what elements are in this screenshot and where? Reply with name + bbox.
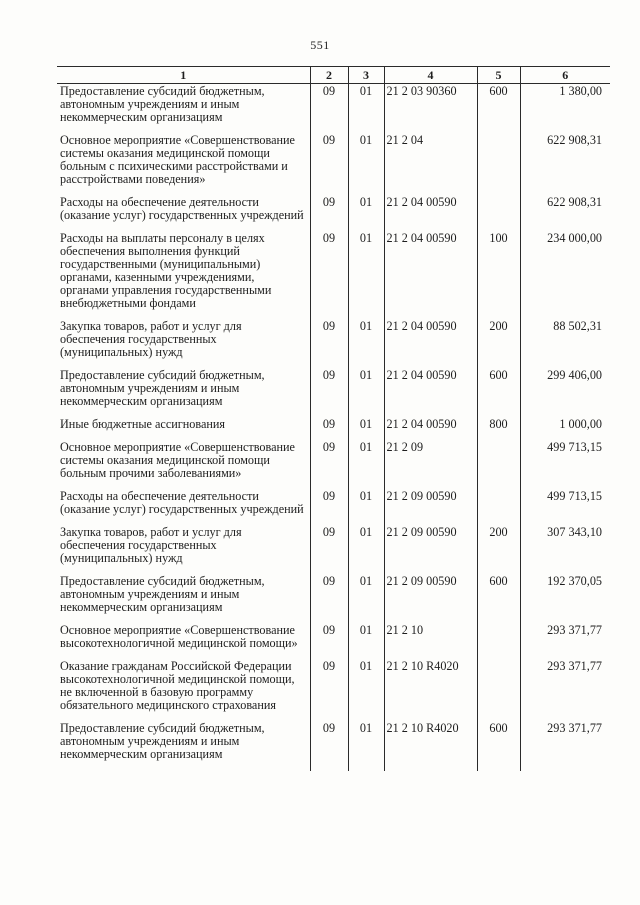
row-subsection-code: 01: [348, 441, 384, 490]
row-target-article: 21 2 03 90360: [384, 84, 477, 135]
row-subsection-code: 01: [348, 418, 384, 441]
row-subsection-code: 01: [348, 369, 384, 418]
row-expense-type: [477, 441, 520, 490]
table-row: [57, 320, 610, 369]
row-description: Основное мероприятие «Совершенствование высокотехнологичной медицинской помощи»: [57, 624, 310, 660]
row-description: Оказание гражданам Российской Федерации высокотехнологичной медицинской помощи, не включенной в базовую программу обязательного медицинского страхования: [57, 660, 310, 722]
row-section-code: 09: [310, 624, 348, 660]
row-expense-type: 600: [477, 369, 520, 418]
row-section-code: 09: [310, 441, 348, 490]
row-description: Основное мероприятие «Совершенствование системы оказания медицинской помощи больным с психическими расстройствами и расстройствами поведения»: [57, 134, 310, 196]
row-description: Расходы на обеспечение деятельности (оказание услуг) государственных учреждений: [57, 490, 310, 526]
row-subsection-code: 01: [348, 624, 384, 660]
row-amount: 192 370,05: [520, 575, 610, 624]
row-description: Закупка товаров, работ и услуг для обеспечения государственных (муниципальных) нужд: [57, 526, 310, 575]
row-target-article: 21 2 10 R4020: [384, 660, 477, 722]
row-section-code: 09: [310, 84, 348, 135]
row-subsection-code: 01: [348, 232, 384, 320]
header-col-5: 5: [477, 67, 520, 84]
table-row: [57, 624, 610, 660]
row-target-article: 21 2 04 00590: [384, 418, 477, 441]
row-target-article: 21 2 09: [384, 441, 477, 490]
table-row: [57, 418, 610, 441]
row-description: Предоставление субсидий бюджетным, автономным учреждениям и иным некоммерческим организациям: [57, 722, 310, 771]
row-description: Расходы на обеспечение деятельности (оказание услуг) государственных учреждений: [57, 196, 310, 232]
row-expense-type: 800: [477, 418, 520, 441]
row-expense-type: [477, 196, 520, 232]
row-amount: 299 406,00: [520, 369, 610, 418]
table-row: [57, 660, 610, 722]
header-row: [57, 67, 610, 84]
row-description: Закупка товаров, работ и услуг для обеспечения государственных (муниципальных) нужд: [57, 320, 310, 369]
row-section-code: 09: [310, 369, 348, 418]
row-subsection-code: 01: [348, 196, 384, 232]
row-description: Основное мероприятие «Совершенствование системы оказания медицинской помощи больным прочими заболеваниями»: [57, 441, 310, 490]
table-row: [57, 84, 610, 135]
row-section-code: 09: [310, 232, 348, 320]
budget-table: [57, 66, 610, 771]
row-section-code: 09: [310, 134, 348, 196]
table-row: [57, 575, 610, 624]
row-amount: 307 343,10: [520, 526, 610, 575]
row-amount: 293 371,77: [520, 660, 610, 722]
header-col-3: 3: [348, 67, 384, 84]
row-expense-type: 600: [477, 84, 520, 135]
row-expense-type: 200: [477, 526, 520, 575]
row-section-code: 09: [310, 418, 348, 441]
row-amount: 622 908,31: [520, 196, 610, 232]
header-col-2: 2: [310, 67, 348, 84]
row-section-code: 09: [310, 722, 348, 771]
row-target-article: 21 2 09 00590: [384, 490, 477, 526]
row-expense-type: 600: [477, 575, 520, 624]
row-subsection-code: 01: [348, 84, 384, 135]
row-target-article: 21 2 10 R4020: [384, 722, 477, 771]
row-subsection-code: 01: [348, 526, 384, 575]
row-amount: 293 371,77: [520, 624, 610, 660]
table-row: [57, 232, 610, 320]
row-description: Предоставление субсидий бюджетным, автономным учреждениям и иным некоммерческим организациям: [57, 369, 310, 418]
row-description: Предоставление субсидий бюджетным, автономным учреждениям и иным некоммерческим организациям: [57, 84, 310, 135]
row-amount: 293 371,77: [520, 722, 610, 771]
row-expense-type: 200: [477, 320, 520, 369]
row-expense-type: [477, 134, 520, 196]
table-row: [57, 441, 610, 490]
page-number: 551: [310, 38, 330, 52]
row-amount: 88 502,31: [520, 320, 610, 369]
header-col-6: 6: [520, 67, 610, 84]
row-section-code: 09: [310, 196, 348, 232]
table-row: [57, 134, 610, 196]
header-col-4: 4: [384, 67, 477, 84]
row-subsection-code: 01: [348, 134, 384, 196]
row-amount: 1 380,00: [520, 84, 610, 135]
row-target-article: 21 2 09 00590: [384, 526, 477, 575]
row-amount: 234 000,00: [520, 232, 610, 320]
row-subsection-code: 01: [348, 660, 384, 722]
row-description: Предоставление субсидий бюджетным, автономным учреждениям и иным некоммерческим организациям: [57, 575, 310, 624]
row-section-code: 09: [310, 526, 348, 575]
table-row: [57, 722, 610, 771]
table-row: [57, 526, 610, 575]
row-target-article: 21 2 04 00590: [384, 196, 477, 232]
table-row: [57, 490, 610, 526]
row-expense-type: [477, 660, 520, 722]
row-section-code: 09: [310, 320, 348, 369]
row-description: Расходы на выплаты персоналу в целях обеспечения выполнения функций государственными (муниципальными) органами, казенными учреждениями, органами управления государственными внебюджетными фондами: [57, 232, 310, 320]
row-amount: 499 713,15: [520, 441, 610, 490]
row-section-code: 09: [310, 490, 348, 526]
row-target-article: 21 2 04: [384, 134, 477, 196]
row-amount: 499 713,15: [520, 490, 610, 526]
row-target-article: 21 2 04 00590: [384, 232, 477, 320]
header-col-1: 1: [57, 67, 310, 84]
row-description: Иные бюджетные ассигнования: [57, 418, 310, 441]
row-subsection-code: 01: [348, 575, 384, 624]
row-expense-type: 600: [477, 722, 520, 771]
row-section-code: 09: [310, 575, 348, 624]
row-subsection-code: 01: [348, 722, 384, 771]
row-target-article: 21 2 04 00590: [384, 320, 477, 369]
row-expense-type: [477, 490, 520, 526]
row-target-article: 21 2 10: [384, 624, 477, 660]
table-row: [57, 369, 610, 418]
row-target-article: 21 2 09 00590: [384, 575, 477, 624]
table-body: [57, 84, 610, 772]
row-amount: 1 000,00: [520, 418, 610, 441]
row-subsection-code: 01: [348, 490, 384, 526]
row-expense-type: [477, 624, 520, 660]
row-amount: 622 908,31: [520, 134, 610, 196]
row-section-code: 09: [310, 660, 348, 722]
table-header: [57, 67, 610, 84]
table-row: [57, 196, 610, 232]
row-expense-type: 100: [477, 232, 520, 320]
row-subsection-code: 01: [348, 320, 384, 369]
row-target-article: 21 2 04 00590: [384, 369, 477, 418]
